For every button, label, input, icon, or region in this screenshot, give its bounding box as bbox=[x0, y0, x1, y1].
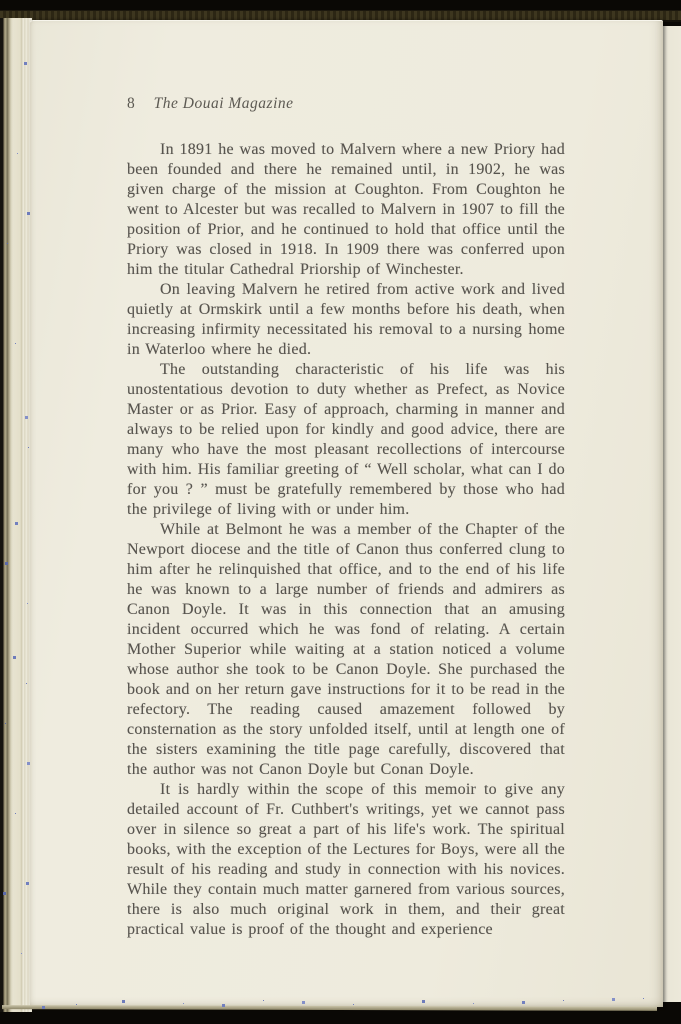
running-title: The Douai Magazine bbox=[153, 95, 294, 112]
underlying-page-edge bbox=[660, 26, 681, 1002]
page-content bbox=[30, 21, 663, 940]
page-body bbox=[127, 140, 565, 940]
page-number: 8 bbox=[127, 95, 136, 112]
paragraph-2: On leaving Malvern he retired from active work and lived quietly at Ormskirk until a few months before his death, when increasing infirmity necessitated his removal to a nursing home in Waterloo where he died. bbox=[127, 281, 565, 358]
ink-speckles bbox=[0, 0, 3, 3]
paragraph-5: It is hardly within the scope of this memoir to give any detailed account of Fr. Cuthbert's writings, yet we cannot pass over in silence so great a part of his life's work. The spiritual books, with the exception of the Lectures for Boys, were all the result of his reading and study in connection with his novices. While they contain much matter garnered from various sources, there is also much original work in them, and their great practical value is proof of the thought and experience bbox=[127, 781, 565, 938]
page-header bbox=[127, 95, 565, 113]
paragraph-4: While at Belmont he was a member of the Chapter of the Newport diocese and the title of Canon thus conferred clung to him after he relinquished that office, and to the end of his life he was known to a large number of friends and admirers as Canon Doyle. It was in this connection that an amusing incident occurred which he was fond of relating. A certain Mother Superior while waiting at a station noticed a volume whose author she took to be Canon Doyle. She purchased the book and on her return gave instructions for it to be read in the refectory. The reading caused amazement followed by consternation as the story unfolded itself, until at length one of the sisters examining the title page carefully, discovered that the author was not Canon Doyle but Conan Doyle. bbox=[127, 521, 565, 778]
page-stack-edges bbox=[0, 18, 32, 1012]
paragraph-1: In 1891 he was moved to Malvern where a new Priory had been founded and there he remained until, in 1902, he was given charge of the mission at Coughton. From Coughton he went to Alcester but was recalled to Malvern in 1907 to fill the position of Prior, and he continued to hold that office until the Priory was closed in 1918. In 1909 there was conferred upon him the titular Cathedral Priorship of Winchester. bbox=[127, 141, 565, 278]
bottom-page-block-edge bbox=[2, 1005, 657, 1011]
paragraph-3: The outstanding characteristic of his life was his unostentatious devotion to duty whether as Prefect, as Novice Master or as Prior. Easy of approach, charming in manner and always to be relied upon for kindly and good advice, there are many who have the most pleasant recollections of intercourse with him. His familiar greeting of “ Well scholar, what can I do for you ? ” must be gratefully remembered by those who had the privilege of living with or under him. bbox=[127, 361, 565, 518]
book-page bbox=[30, 20, 663, 1007]
